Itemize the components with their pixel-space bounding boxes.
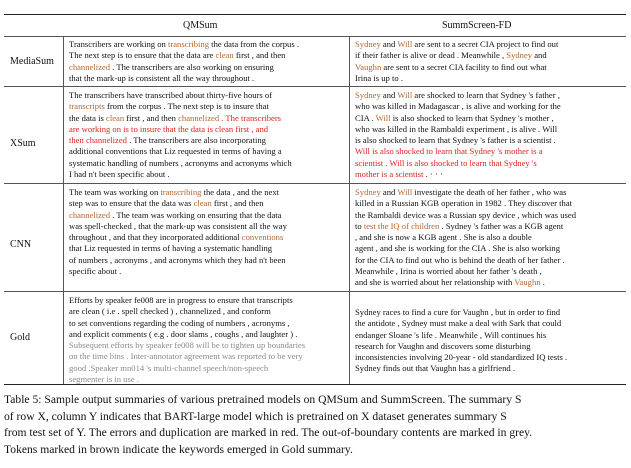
error-text: scientist . Will is also shocked to learn that Sydney 's	[355, 157, 537, 168]
summary-text: investigate the death of her father , who was	[412, 187, 567, 197]
keyword-token: channelized	[178, 112, 220, 123]
cell-line	[355, 101, 561, 112]
cell-line	[355, 341, 567, 352]
caption-line-3: from test set of Y. The errors and duplication are marked in red. The out-of-boundary contents are marked in grey.	[4, 426, 533, 440]
row-label-mediasum: MediaSum	[10, 56, 54, 67]
summary-text: are sent to a secret CIA project to find out	[412, 39, 559, 49]
summary-text: systematic handling of numbers , acronyms and acronyms which	[69, 157, 292, 168]
cell-gold-summscreen	[355, 307, 567, 375]
out-of-boundary-text: segmenter is in use .	[69, 374, 139, 385]
cell-line	[355, 135, 561, 146]
summary-text: the data from the corpus .	[209, 39, 299, 49]
cell-line	[69, 187, 287, 198]
summary-text: I had n't been specific about .	[69, 169, 170, 180]
summary-text: Transcribers are working on	[69, 39, 168, 49]
summary-text: and explicit comments ( e.g . door slams , coughs , and laughter ) .	[69, 328, 298, 339]
keyword-token: Vaughn	[514, 277, 541, 288]
summary-text: endanger Sloane 's life . Meanwhile , Will continues his	[355, 329, 547, 340]
cell-line	[69, 266, 287, 277]
cell-line	[355, 330, 567, 341]
summary-text: who was killed in Madagascar , is alive and working for the	[355, 101, 561, 112]
caption-line-2: of row X, column Y indicates that BART-large model which is pretrained on X dataset generates summary S	[4, 409, 507, 423]
keyword-token: clean	[215, 50, 234, 61]
cell-line	[355, 62, 558, 73]
summary-text: Efforts by speaker fe008 are in progress to ensure that transcripts	[69, 295, 293, 305]
cell-line	[355, 187, 576, 198]
summary-text: to	[355, 220, 364, 231]
keyword-token: test the IQ of children	[363, 220, 440, 231]
cell-line	[355, 255, 576, 266]
summary-text: and she is worried about her relationship with	[355, 277, 515, 288]
cell-line	[355, 90, 561, 101]
summary-text: the Rambaldi device was a Russian spy device , which was used	[355, 209, 576, 220]
summary-text: specific about .	[69, 266, 122, 277]
cell-line	[69, 351, 305, 362]
summary-text: additional conventions that Liz requested in terms of having a	[69, 146, 282, 157]
keyword-token: Will	[397, 187, 413, 197]
keyword-token: channelized	[69, 209, 111, 220]
summary-text: CIA .	[355, 112, 376, 123]
keyword-token: Will	[375, 112, 391, 123]
summary-text: that Liz requested in terms of having a systematic handling	[69, 243, 273, 254]
summary-text: first , and then	[124, 112, 179, 123]
cell-line	[355, 363, 567, 374]
summary-text: inconsistencies involving 20-year - old standardized IQ tests .	[355, 352, 568, 363]
summary-text: and	[532, 50, 547, 61]
summary-text: step was to ensure that the data was	[69, 198, 194, 209]
cell-line	[355, 50, 558, 61]
cell-line	[69, 221, 287, 232]
row-label-cnn: CNN	[10, 239, 32, 250]
summary-text: . The team was working on ensuring that the data	[110, 209, 282, 220]
summary-text: agent , and she is working for the CIA . She is also working	[355, 243, 561, 254]
cell-mediasum-qmsum	[69, 39, 299, 84]
summary-text: . The transcribers are also working on ensuring	[110, 61, 274, 72]
row-rule-3	[4, 291, 626, 292]
summary-text: killed in a Russian KGB operation in 1982 . They discover that	[355, 198, 573, 209]
summary-text: are sent to a secret CIA facility to find out what	[381, 61, 547, 72]
keyword-token: Will	[397, 90, 413, 100]
cell-line	[355, 221, 576, 232]
summary-text: from the corpus . The next step is to insure that	[104, 101, 269, 112]
summary-text: Meanwhile , Irina is worried about her father 's death ,	[355, 266, 542, 277]
summary-text: for the CIA to find out who is behind the death of her father .	[355, 254, 565, 265]
error-text: mother is a scientist	[355, 169, 424, 180]
row-label-xsum: XSum	[10, 138, 36, 149]
cell-line	[69, 198, 287, 209]
cell-line	[355, 198, 576, 209]
cell-line	[69, 340, 305, 351]
summary-text: The team was working on	[69, 187, 161, 197]
row-rule-1	[4, 86, 626, 87]
cell-line	[355, 210, 576, 221]
cell-line	[69, 146, 292, 157]
cell-line	[355, 113, 561, 124]
cell-xsum-qmsum	[69, 90, 292, 180]
summary-text: is also shocked to learn that Sydney 's father is a scientist .	[355, 135, 556, 146]
error-text: then channelized	[69, 135, 127, 146]
cell-line	[355, 146, 561, 157]
summary-text: The next step is to ensure that the data are	[69, 50, 216, 61]
cell-line	[69, 73, 299, 84]
keyword-token: Will	[397, 39, 413, 49]
column-divider-1	[63, 36, 64, 384]
keyword-token: transcribing	[160, 187, 202, 197]
summary-text: if their father is alive or dead . Meanwhile ,	[355, 50, 507, 61]
cell-line	[355, 158, 561, 169]
cell-line	[69, 210, 287, 221]
cell-line	[69, 135, 292, 146]
cell-line	[355, 307, 567, 318]
cell-line	[69, 329, 305, 340]
header-rule	[4, 36, 626, 37]
caption-line-1: Table 5: Sample output summaries of various pretrained models on QMSum and SummScreen. The summary S	[4, 393, 522, 406]
row-rule-2	[4, 183, 626, 184]
cell-gold-qmsum	[69, 295, 305, 385]
cell-line	[355, 232, 576, 243]
summary-text: are clean ( i.e . spell checked ) , channelized , and conform	[69, 306, 271, 317]
summary-text: throughout , and that they incorporated additional	[69, 232, 242, 243]
cell-line	[355, 169, 561, 180]
keyword-token: channelized	[69, 61, 111, 72]
summary-text: are shocked to learn that Sydney 's father ,	[412, 90, 560, 100]
summary-text: .	[540, 277, 545, 288]
cell-line	[355, 266, 576, 277]
summary-text: , and she is now a KGB agent . She is also a double	[355, 232, 532, 243]
summary-text: Sydney races to find a cure for Vaughn , but in order to find	[355, 307, 561, 317]
cell-line	[69, 169, 292, 180]
summary-text: and	[380, 39, 398, 49]
summary-text: . · · ·	[423, 169, 443, 180]
summary-text: was spell-checked , that the mark-up was consistent all the way	[69, 220, 287, 231]
cell-line	[69, 243, 287, 254]
cell-line	[69, 90, 292, 101]
error-text: . The transcribers	[219, 112, 282, 123]
cell-line	[69, 158, 292, 169]
header-summscreen: SummScreen-FD	[442, 20, 512, 31]
summary-text: first , and then	[211, 198, 264, 209]
summary-text: the data , and the next	[201, 187, 280, 197]
summary-text: . Sydney 's father was a KGB agent	[439, 220, 564, 231]
keyword-token: Sydney	[355, 187, 381, 197]
keyword-token: transcripts	[69, 101, 105, 112]
summary-text: who was killed in the Rambaldi experiment , is alive . Will	[355, 123, 558, 134]
cell-mediasum-summscreen	[355, 39, 558, 84]
cell-cnn-qmsum	[69, 187, 287, 277]
cell-xsum-summscreen	[355, 90, 561, 180]
error-text: Will is also shocked to learn that Sydney 's mother is a	[355, 146, 543, 157]
keyword-token: clean	[193, 198, 212, 209]
cell-line	[69, 124, 292, 135]
cell-line	[69, 255, 287, 266]
cell-line	[69, 50, 299, 61]
cell-line	[355, 243, 576, 254]
keyword-token: Sydney	[355, 39, 381, 49]
out-of-boundary-text: on the time bins . Inter-annotator agreement was reported to be very	[69, 351, 303, 362]
keyword-token: transcribing	[167, 39, 210, 49]
summary-text: the antidote , Sydney must make a deal with Sark that could	[355, 318, 562, 329]
results-table	[4, 14, 626, 384]
keyword-token: Sydney	[355, 90, 381, 100]
summary-text: the data is	[69, 112, 106, 123]
header-qmsum: QMSum	[183, 20, 218, 31]
table-caption	[4, 392, 628, 458]
keyword-token: conventions	[241, 232, 284, 243]
summary-text: Irina is up to .	[355, 72, 403, 83]
cell-line	[355, 39, 558, 50]
bottom-rule	[4, 384, 626, 385]
cell-line	[69, 113, 292, 124]
cell-line	[69, 363, 305, 374]
summary-text: to set conventions regarding the coding of numbers , acronyms ,	[69, 317, 290, 328]
cell-line	[69, 62, 299, 73]
summary-text: . The transcribers are also incorporating	[126, 135, 266, 146]
summary-text: and	[380, 187, 398, 197]
cell-cnn-summscreen	[355, 187, 576, 289]
cell-line	[355, 73, 558, 84]
cell-line	[69, 318, 305, 329]
summary-text: of numbers , acronyms , and acronyms which they had n't been	[69, 254, 286, 265]
cell-line	[69, 232, 287, 243]
cell-line	[69, 306, 305, 317]
summary-text: The transcribers have transcribed about thirty-five hours of	[69, 90, 273, 100]
row-label-gold: Gold	[10, 332, 30, 343]
summary-text: is also shocked to learn that Sydney 's mother ,	[390, 112, 554, 123]
summary-text: first , and then	[233, 50, 286, 61]
top-rule	[4, 14, 626, 15]
summary-text: Sydney finds out that Vaughn has a girlfriend .	[355, 363, 515, 374]
summary-text: that the mark-up is consistent all the way throughout .	[69, 72, 255, 83]
cell-line	[355, 124, 561, 135]
keyword-token: Vaughn	[355, 61, 382, 72]
column-divider-2	[349, 36, 350, 384]
out-of-boundary-text: good .Speaker mn014 's multi-channel speech/non-speech	[69, 362, 269, 373]
cell-line	[355, 352, 567, 363]
caption-line-4: Tokens marked in brown indicate the keywords emerged in Gold summary.	[4, 442, 353, 456]
cell-line	[69, 295, 305, 306]
out-of-boundary-text: Subsequent efforts by speaker fe008 will be to tighten up boundaries	[69, 340, 306, 351]
keyword-token: Sydney	[506, 50, 533, 61]
summary-text: and	[380, 90, 398, 100]
error-text: are working on is to insure that the data is clean first , and	[69, 123, 269, 134]
cell-line	[69, 101, 292, 112]
keyword-token: clean	[106, 112, 125, 123]
cell-line	[355, 318, 567, 329]
cell-line	[69, 39, 299, 50]
summary-text: research for Vaughn and discovers some disturbing	[355, 340, 531, 351]
cell-line	[355, 277, 576, 288]
